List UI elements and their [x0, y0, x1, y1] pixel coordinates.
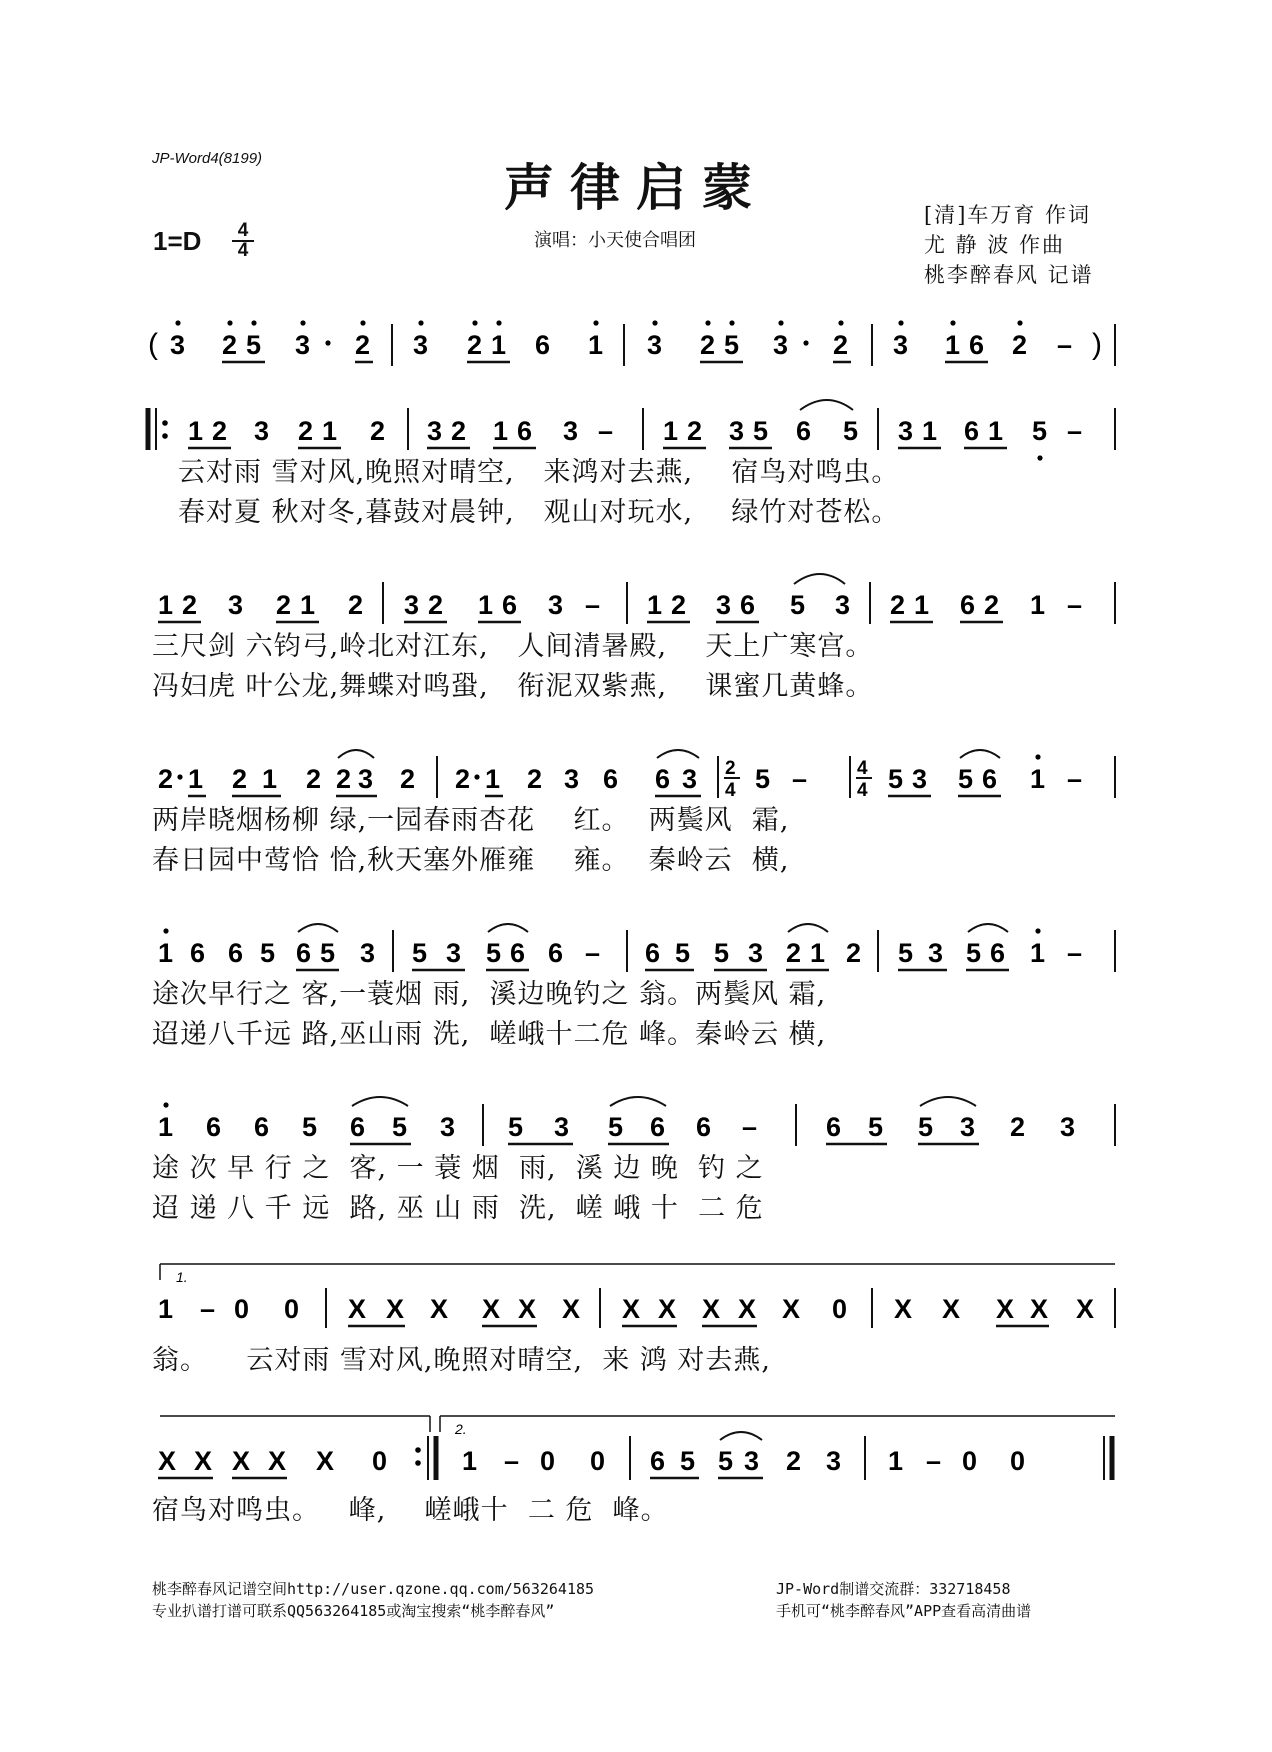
svg-text:1: 1: [188, 764, 204, 794]
svg-text:–: –: [742, 1112, 758, 1142]
svg-text:X: X: [562, 1294, 581, 1324]
svg-text:X: X: [518, 1294, 537, 1324]
svg-text:3: 3: [404, 590, 420, 620]
svg-text:6: 6: [655, 764, 671, 794]
svg-text:6: 6: [254, 1112, 270, 1142]
svg-text:3: 3: [564, 764, 580, 794]
footer-right-line-1: JP-Word制谱交流群：332718458: [776, 1580, 1011, 1598]
svg-text:5: 5: [843, 416, 859, 446]
svg-text:2: 2: [846, 938, 862, 968]
svg-text:1: 1: [478, 590, 494, 620]
svg-text:2: 2: [786, 938, 802, 968]
volta-2: 2.: [455, 1421, 467, 1437]
row-7-notes: [158, 1416, 1115, 1480]
svg-text:2: 2: [222, 330, 238, 360]
svg-text:1: 1: [462, 1446, 478, 1476]
svg-text:X: X: [996, 1294, 1015, 1324]
svg-text:–: –: [200, 1294, 216, 1324]
svg-text:1: 1: [262, 764, 278, 794]
svg-text:0: 0: [590, 1446, 606, 1476]
svg-text:X: X: [1076, 1294, 1095, 1324]
lyric-row-7: 宿鸟对鸣虫。 峰, 嵯峨十 二 危 峰。: [152, 1495, 669, 1526]
svg-text:2: 2: [158, 764, 174, 794]
lyricist-credit: [清]车万育 作词: [924, 203, 1092, 227]
svg-text:–: –: [792, 764, 808, 794]
svg-text:6: 6: [548, 938, 564, 968]
lyric-row-5a: 途 次 早 行 之 客, 一 蓑 烟 雨, 溪 边 晚 钓 之: [152, 1153, 764, 1184]
lyric-row-5b: 迢 递 八 千 远 路, 巫 山 雨 洗, 嵯 峨 十 二 危: [152, 1193, 764, 1224]
svg-text:2: 2: [232, 764, 248, 794]
svg-text:–: –: [1067, 764, 1083, 794]
svg-text:X: X: [658, 1294, 677, 1324]
svg-text:1: 1: [188, 416, 204, 446]
svg-text:1: 1: [300, 590, 316, 620]
svg-text:3: 3: [647, 330, 663, 360]
time-signature: [232, 222, 254, 259]
intro-notes: [148, 320, 1115, 366]
svg-text:X: X: [158, 1446, 177, 1476]
svg-text:3: 3: [826, 1446, 842, 1476]
row-5-notes: [158, 1097, 1115, 1146]
svg-text:3: 3: [893, 330, 909, 360]
svg-text:5: 5: [486, 938, 502, 968]
svg-text:1: 1: [1030, 938, 1046, 968]
svg-text:5: 5: [1032, 416, 1048, 446]
svg-text:–: –: [1067, 590, 1083, 620]
svg-text:3: 3: [358, 764, 374, 794]
svg-text:5: 5: [675, 938, 691, 968]
svg-text:3: 3: [563, 416, 579, 446]
svg-text:5: 5: [412, 938, 428, 968]
svg-text:1: 1: [322, 416, 338, 446]
svg-text:2: 2: [1010, 1112, 1026, 1142]
svg-text:–: –: [1067, 938, 1083, 968]
footer-right-line-2: 手机可“桃李醉春风”APP查看高清曲谱: [776, 1602, 1032, 1620]
lyric-row-4b: 迢递八千远 路,巫山雨 洗, 嵯峨十二危 峰。秦岭云 横,: [152, 1019, 827, 1050]
svg-text:1: 1: [158, 938, 174, 968]
svg-text:4: 4: [857, 780, 868, 801]
svg-text:2: 2: [336, 764, 352, 794]
key-signature: 1=D: [153, 226, 202, 256]
svg-text:2: 2: [348, 590, 364, 620]
lyric-row-1a: 云对雨 雪对风,晚照对晴空, 来鸿对去燕, 宿鸟对鸣虫。: [178, 457, 900, 488]
svg-text:2: 2: [276, 590, 292, 620]
svg-text:3: 3: [427, 416, 443, 446]
svg-text:5: 5: [724, 330, 740, 360]
svg-text:X: X: [942, 1294, 961, 1324]
footer-left-line-1: 桃李醉春风记谱空间http://user.qzone.qq.com/563264185: [152, 1580, 595, 1598]
svg-text:X: X: [316, 1446, 335, 1476]
svg-text:6: 6: [650, 1112, 666, 1142]
svg-text:X: X: [386, 1294, 405, 1324]
svg-text:2: 2: [725, 758, 736, 779]
svg-text:3: 3: [716, 590, 732, 620]
svg-text:6: 6: [964, 416, 980, 446]
svg-text:2: 2: [306, 764, 322, 794]
svg-text:2: 2: [355, 330, 371, 360]
svg-text:3: 3: [413, 330, 429, 360]
svg-text:–: –: [504, 1446, 520, 1476]
svg-text:5: 5: [714, 938, 730, 968]
svg-text:1: 1: [1030, 590, 1046, 620]
svg-text:2: 2: [400, 764, 416, 794]
svg-text:3: 3: [912, 764, 928, 794]
svg-text:0: 0: [234, 1294, 250, 1324]
svg-text:3: 3: [898, 416, 914, 446]
svg-text:1: 1: [158, 1294, 174, 1324]
svg-text:5: 5: [888, 764, 904, 794]
volta-1: 1.: [176, 1269, 188, 1285]
lyric-row-1b: 春对夏 秋对冬,暮鼓对晨钟, 观山对玩水, 绿竹对苍松。: [178, 497, 900, 528]
svg-text:2: 2: [182, 590, 198, 620]
svg-text:–: –: [585, 938, 601, 968]
svg-text:1: 1: [663, 416, 679, 446]
svg-text:X: X: [268, 1446, 287, 1476]
svg-text:3: 3: [170, 330, 186, 360]
svg-text:6: 6: [969, 330, 985, 360]
svg-text:3: 3: [748, 938, 764, 968]
svg-text:1: 1: [491, 330, 507, 360]
svg-text:5: 5: [718, 1446, 734, 1476]
credits: [924, 200, 1094, 290]
svg-text:5: 5: [260, 938, 276, 968]
svg-text:1: 1: [588, 330, 604, 360]
svg-text:X: X: [194, 1446, 213, 1476]
svg-text:3: 3: [682, 764, 698, 794]
svg-text:X: X: [622, 1294, 641, 1324]
svg-text:3: 3: [295, 330, 311, 360]
svg-text:0: 0: [372, 1446, 388, 1476]
svg-text:3: 3: [744, 1446, 760, 1476]
lyric-row-3a: 两岸晓烟杨柳 绿,一园春雨杏花 红。 两鬓风 霜,: [152, 805, 790, 836]
svg-text:2: 2: [671, 590, 687, 620]
svg-text:5: 5: [680, 1446, 696, 1476]
svg-text:2: 2: [451, 416, 467, 446]
svg-text:3: 3: [835, 590, 851, 620]
svg-text:1: 1: [922, 416, 938, 446]
svg-text:1: 1: [647, 590, 663, 620]
lyric-row-4a: 途次早行之 客,一蓑烟 雨, 溪边晚钓之 翁。两鬓风 霜,: [152, 979, 827, 1010]
svg-text:6: 6: [206, 1112, 222, 1142]
svg-text:6: 6: [982, 764, 998, 794]
svg-text:1: 1: [493, 416, 509, 446]
lyric-row-6: 翁。 云对雨 雪对风,晚照对晴空, 来 鸿 对去燕,: [152, 1345, 771, 1376]
singer-credit: 演唱：小天使合唱团: [534, 230, 696, 251]
svg-text:5: 5: [608, 1112, 624, 1142]
svg-text:6: 6: [650, 1446, 666, 1476]
svg-text:X: X: [782, 1294, 801, 1324]
lyric-row-2a: 三尺剑 六钧弓,岭北对江东, 人间清暑殿, 天上广寒宫。: [152, 631, 874, 662]
svg-text:3: 3: [1060, 1112, 1076, 1142]
lyric-row-3b: 春日园中莺恰 恰,秋天塞外雁雍 雍。 秦岭云 横,: [152, 845, 790, 876]
svg-text:2: 2: [527, 764, 543, 794]
composer-credit: 尤 静 波 作曲: [924, 233, 1066, 257]
svg-text:0: 0: [962, 1446, 978, 1476]
svg-text:3: 3: [360, 938, 376, 968]
svg-text:(: (: [148, 328, 158, 361]
svg-text:6: 6: [296, 938, 312, 968]
svg-text:X: X: [430, 1294, 449, 1324]
intro-row: [0, 310, 1272, 390]
svg-text:5: 5: [392, 1112, 408, 1142]
svg-text:6: 6: [960, 590, 976, 620]
svg-text:6: 6: [740, 590, 756, 620]
svg-text:6: 6: [190, 938, 206, 968]
svg-text:6: 6: [535, 330, 551, 360]
svg-text:0: 0: [832, 1294, 848, 1324]
svg-text:2: 2: [984, 590, 1000, 620]
svg-text:2: 2: [455, 764, 471, 794]
row-3-notes: [158, 750, 1115, 801]
svg-text:3: 3: [254, 416, 270, 446]
svg-text:5: 5: [898, 938, 914, 968]
svg-text:5: 5: [302, 1112, 318, 1142]
svg-text:–: –: [926, 1446, 942, 1476]
svg-text:6: 6: [350, 1112, 366, 1142]
svg-text:6: 6: [517, 416, 533, 446]
svg-text:5: 5: [790, 590, 806, 620]
svg-text:0: 0: [1010, 1446, 1026, 1476]
svg-text:X: X: [1030, 1294, 1049, 1324]
svg-text:–: –: [585, 590, 601, 620]
svg-text:X: X: [482, 1294, 501, 1324]
svg-text:3: 3: [440, 1112, 456, 1142]
svg-text:): ): [1092, 328, 1102, 361]
svg-text:6: 6: [645, 938, 661, 968]
svg-text:1: 1: [914, 590, 930, 620]
svg-text:4: 4: [725, 780, 736, 801]
svg-text:2: 2: [890, 590, 906, 620]
lyric-row-2b: 冯妇虎 叶公龙,舞蝶对鸣蛩, 衔泥双紫燕, 课蜜几黄蜂。: [152, 671, 874, 702]
svg-text:2: 2: [833, 330, 849, 360]
svg-text:6: 6: [510, 938, 526, 968]
svg-text:5: 5: [320, 938, 336, 968]
svg-text:X: X: [702, 1294, 721, 1324]
svg-text:1: 1: [888, 1446, 904, 1476]
svg-text:1: 1: [158, 590, 174, 620]
svg-text:2: 2: [370, 416, 386, 446]
svg-text:2: 2: [687, 416, 703, 446]
program-tag: JP-Word4(8199): [152, 150, 263, 167]
svg-text:1: 1: [485, 764, 501, 794]
row-6-notes: [158, 1264, 1115, 1328]
svg-text:3: 3: [960, 1112, 976, 1142]
svg-text:–: –: [1067, 416, 1083, 446]
svg-text:1: 1: [988, 416, 1004, 446]
svg-text:X: X: [894, 1294, 913, 1324]
svg-text:2: 2: [700, 330, 716, 360]
svg-text:6: 6: [603, 764, 619, 794]
svg-text:1: 1: [1030, 764, 1046, 794]
svg-text:X: X: [348, 1294, 367, 1324]
svg-text:0: 0: [284, 1294, 300, 1324]
svg-text:2: 2: [786, 1446, 802, 1476]
score-row-6: [0, 1262, 1272, 1338]
svg-text:2: 2: [1012, 330, 1028, 360]
svg-text:2: 2: [467, 330, 483, 360]
svg-text:5: 5: [958, 764, 974, 794]
svg-text:5: 5: [755, 764, 771, 794]
row-4-notes: [158, 924, 1115, 972]
time-signature-numerator: 4: [232, 222, 254, 242]
svg-text:6: 6: [826, 1112, 842, 1142]
svg-text:3: 3: [729, 416, 745, 446]
svg-text:5: 5: [508, 1112, 524, 1142]
song-title: 声律启蒙: [504, 158, 768, 217]
svg-text:5: 5: [918, 1112, 934, 1142]
svg-text:3: 3: [773, 330, 789, 360]
svg-text:1: 1: [810, 938, 826, 968]
time-signature-denominator: 4: [237, 240, 249, 261]
svg-text:6: 6: [990, 938, 1006, 968]
svg-text:6: 6: [796, 416, 812, 446]
svg-text:5: 5: [868, 1112, 884, 1142]
svg-text:0: 0: [540, 1446, 556, 1476]
svg-text:6: 6: [696, 1112, 712, 1142]
svg-text:5: 5: [246, 330, 262, 360]
svg-text:3: 3: [446, 938, 462, 968]
svg-text:2: 2: [298, 416, 314, 446]
svg-text:3: 3: [228, 590, 244, 620]
svg-text:5: 5: [753, 416, 769, 446]
svg-text:6: 6: [228, 938, 244, 968]
svg-text:2: 2: [428, 590, 444, 620]
svg-text:3: 3: [548, 590, 564, 620]
svg-text:1: 1: [158, 1112, 174, 1142]
row-2-notes: [158, 574, 1115, 624]
svg-text:6: 6: [502, 590, 518, 620]
svg-text:2: 2: [212, 416, 228, 446]
score-row-7: [0, 1412, 1272, 1490]
svg-text:1: 1: [945, 330, 961, 360]
svg-text:3: 3: [928, 938, 944, 968]
svg-text:–: –: [598, 416, 614, 446]
svg-text:5: 5: [966, 938, 982, 968]
footer-left-line-2: 专业扒谱打谱可联系QQ563264185或淘宝搜索“桃李醉春风”: [152, 1602, 555, 1620]
svg-text:4: 4: [857, 758, 868, 779]
svg-text:–: –: [1057, 330, 1073, 360]
svg-text:X: X: [232, 1446, 251, 1476]
transcriber-credit: 桃李醉春风 记谱: [924, 263, 1094, 287]
svg-text:3: 3: [554, 1112, 570, 1142]
svg-text:X: X: [738, 1294, 757, 1324]
